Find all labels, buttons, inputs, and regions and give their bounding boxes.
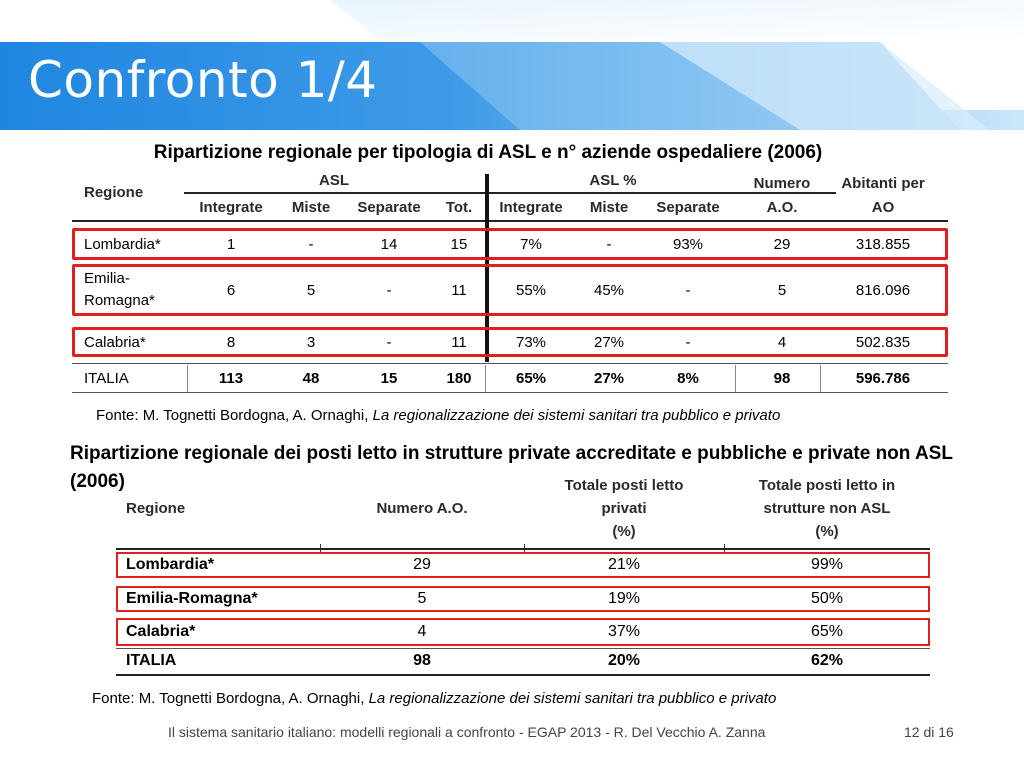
cell-miste-pct: 45%: [593, 281, 625, 299]
header-asl: ASL: [319, 171, 349, 189]
cell-tot: 11: [451, 281, 467, 299]
header-privati-line2: privati: [601, 500, 647, 517]
cell-separate: -: [386, 281, 392, 299]
col-tick: [320, 544, 321, 552]
cell-regione: Lombardia*: [84, 235, 161, 253]
cell-separate: -: [386, 333, 392, 351]
cell-tot: 11: [451, 333, 467, 351]
cell-abitanti: 816.096: [855, 281, 911, 299]
cell-abitanti: 596.786: [855, 369, 911, 387]
source-authors: Fonte: M. Tognetti Bordogna, A. Ornaghi,: [92, 690, 369, 707]
cell-numero-ao: 98: [773, 369, 791, 387]
table-beds: [116, 470, 932, 680]
header-abitanti: Abitanti per: [841, 174, 925, 192]
header-non-asl-line1: Totale posti letto in: [758, 477, 896, 494]
source-authors: Fonte: M. Tognetti Bordogna, A. Ornaghi,: [96, 407, 373, 424]
cell-separate-pct: 8%: [677, 369, 699, 387]
cell-regione: Calabria*: [84, 333, 146, 351]
cell-integrate: 113: [218, 369, 244, 387]
cell-numero-ao: 29: [413, 556, 431, 573]
cell-regione: ITALIA: [126, 652, 177, 669]
cell-miste-pct: -: [606, 235, 612, 253]
cell-non-asl: 62%: [810, 652, 844, 669]
header-tot: Tot.: [445, 198, 473, 216]
cell-miste: -: [308, 235, 314, 253]
page-number: 12 di 16: [904, 724, 954, 740]
header-separate: Separate: [357, 198, 421, 216]
cell-separate-pct: -: [685, 333, 691, 351]
table1-caption: Ripartizione regionale per tipologia di ASL e n° aziende ospedaliere (2006): [153, 142, 823, 163]
cell-abitanti: 318.855: [855, 235, 911, 253]
header-integrate-pct: Integrate: [499, 198, 563, 216]
header-non-asl-line2: strutture non ASL: [763, 500, 891, 517]
cell-miste: 48: [302, 369, 320, 387]
cell-privati: 37%: [607, 623, 641, 640]
cell-tot: 15: [450, 235, 468, 253]
col-tick: [724, 544, 725, 552]
cell-numero-ao: 5: [417, 590, 427, 607]
slide-header-band: [0, 0, 1024, 130]
cell-integrate-pct: 55%: [515, 281, 547, 299]
cell-integrate-pct: 73%: [515, 333, 547, 351]
col-sep: [735, 365, 736, 392]
table2-caption: Ripartizione regionale dei posti letto in strutture private accreditate e pubbliche e private non ASL (2006): [70, 443, 953, 492]
source-title: La regionalizzazione dei sistemi sanitari tra pubblico e privato: [368, 690, 777, 707]
col-tick: [524, 544, 525, 552]
cell-numero-ao: 4: [417, 623, 427, 640]
header-regione: Regione: [126, 499, 186, 517]
source-title: La regionalizzazione dei sistemi sanitari tra pubblico e privato: [372, 407, 781, 424]
cell-miste-pct: 27%: [593, 333, 625, 351]
cell-non-asl: 99%: [810, 556, 844, 573]
header-rule: [116, 548, 930, 550]
cell-integrate: 6: [226, 281, 236, 299]
cell-numero-ao: 29: [773, 235, 791, 253]
header-separate-pct: Separate: [656, 198, 720, 216]
header-numero: Numero: [753, 174, 811, 192]
cell-non-asl: 65%: [810, 623, 844, 640]
cell-privati: 20%: [607, 652, 641, 669]
header-miste: Miste: [291, 198, 331, 216]
cell-separate: 15: [380, 369, 398, 387]
cell-privati: 21%: [607, 556, 641, 573]
footer-text: Il sistema sanitario italiano: modelli regionali a confronto - EGAP 2013 - R. Del Vecchio A. Zanna: [168, 724, 766, 740]
header-privati-line3: (%): [612, 523, 636, 540]
cell-tot: 180: [446, 369, 472, 387]
cell-regione: Lombardia*: [126, 556, 215, 573]
cell-regione: Emilia-Romagna*: [126, 590, 258, 607]
cell-regione: Calabria*: [126, 623, 196, 640]
header-numero-ao: Numero A.O.: [376, 499, 468, 517]
col-sep: [485, 365, 486, 392]
cell-separate-pct: -: [685, 281, 691, 299]
table-asl-typology: [72, 168, 948, 394]
cell-abitanti: 502.835: [855, 333, 911, 351]
cell-regione-line1: Emilia-: [84, 269, 130, 287]
header-asl-pct: ASL %: [589, 171, 637, 189]
header-abitanti-ao: AO: [871, 198, 895, 216]
total-rule-bottom: [116, 674, 930, 676]
cell-miste-pct: 27%: [593, 369, 625, 387]
cell-numero-ao: 5: [777, 281, 787, 299]
header-miste-pct: Miste: [589, 198, 629, 216]
cell-integrate-pct: 7%: [520, 235, 542, 253]
cell-integrate: 8: [226, 333, 236, 351]
header-regione: Regione: [84, 183, 144, 201]
header-ao: A.O.: [766, 198, 798, 216]
cell-integrate: 1: [226, 235, 236, 253]
cell-miste: 5: [306, 281, 316, 299]
cell-separate: 14: [380, 235, 398, 253]
slide-title: Confronto 1/4: [28, 51, 378, 109]
header-non-asl-line3: (%): [815, 523, 839, 540]
cell-integrate-pct: 65%: [515, 369, 547, 387]
header-rule: [72, 220, 948, 222]
source-note-2: [92, 689, 776, 709]
cell-non-asl: 50%: [810, 590, 844, 607]
cell-numero-ao: 4: [777, 333, 787, 351]
cell-numero-ao: 98: [413, 652, 431, 669]
header-privati-line1: Totale posti letto: [564, 477, 684, 494]
cell-regione: ITALIA: [84, 369, 129, 387]
cell-separate-pct: 93%: [672, 235, 704, 253]
cell-miste: 3: [306, 333, 316, 351]
header-integrate: Integrate: [199, 198, 263, 216]
source-note-1: [96, 406, 780, 426]
cell-regione-line2: Romagna*: [84, 291, 155, 309]
cell-privati: 19%: [607, 590, 641, 607]
total-rule-bottom: [72, 392, 948, 393]
